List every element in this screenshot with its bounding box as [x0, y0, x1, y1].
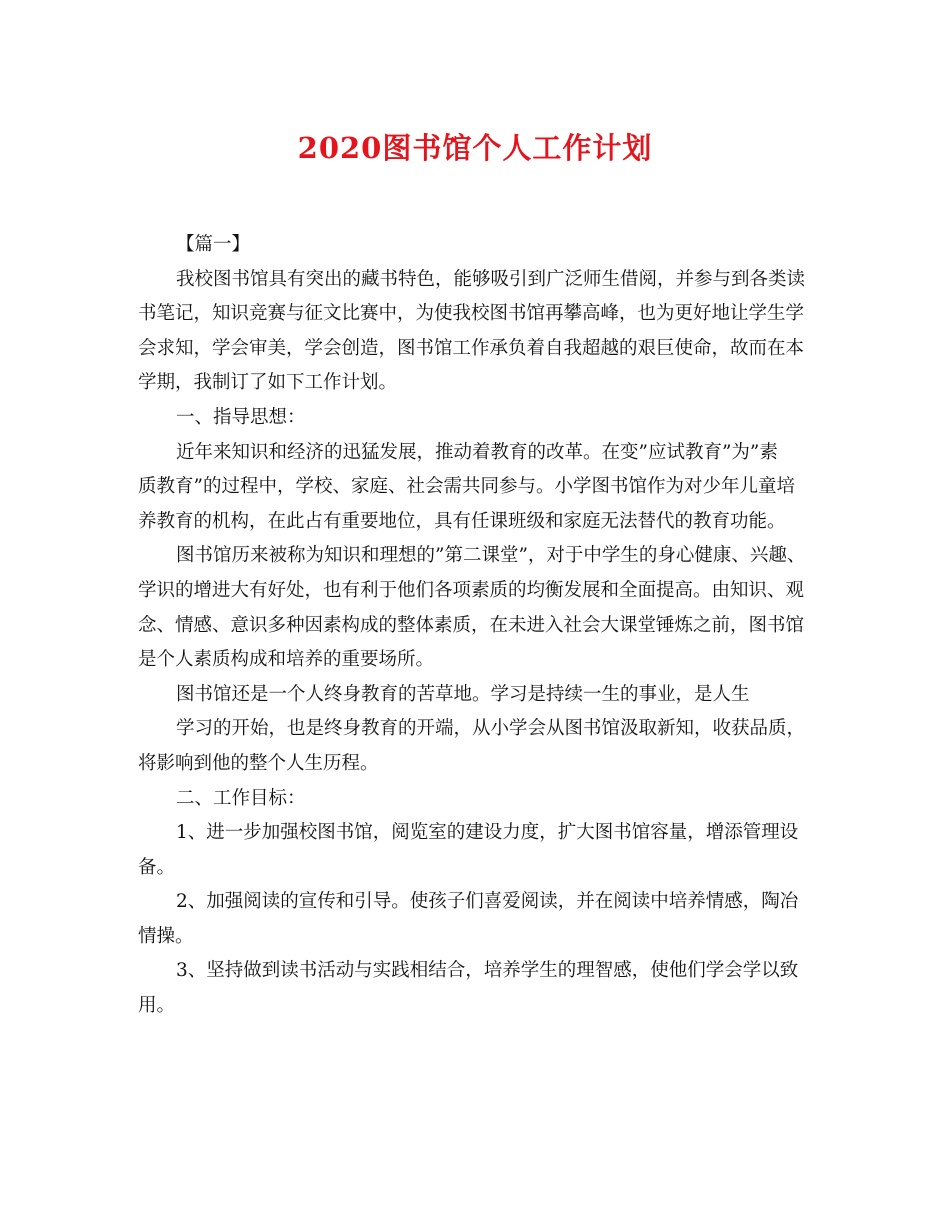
section-heading-work-goals: 二、工作目标：: [176, 787, 306, 809]
paragraph-line: 图书馆历来被称为知识和理想的”第二课堂”，对于中学生的身心健康、兴趣、: [176, 545, 806, 567]
paragraph-line: 是个人素质构成和培养的重要场所。: [138, 649, 435, 671]
list-item-line: 3、坚持做到读书活动与实践相结合，培养学生的理智感，使他们学会学以致: [176, 960, 799, 982]
list-item-line: 备。: [138, 856, 176, 878]
paragraph-line: 书笔记，知识竞赛与征文比赛中，为使我校图书馆再攀高峰，也为更好地让学生学: [138, 303, 805, 325]
list-item-line: 情操。: [138, 925, 194, 947]
paragraph-line: 养教育的机构，在此占有重要地位，具有任课班级和家庭无法替代的教育功能。: [138, 510, 786, 532]
paragraph-line: 学习的开始，也是终身教育的开端，从小学会从图书馆汲取新知，收获品质，: [176, 718, 806, 740]
paragraph-line: 学识的增进大有好处，也有利于他们各项素质的均衡发展和全面提高。由知识、观: [138, 579, 805, 601]
paragraph-line: 近年来知识和经济的迅猛发展，推动着教育的改革。在变”应试教育”为”素: [176, 441, 778, 463]
list-item-line: 用。: [138, 995, 176, 1017]
paragraph-line: 学期，我制订了如下工作计划。: [138, 372, 398, 394]
paragraph-line: 我校图书馆具有突出的藏书特色，能够吸引到广泛师生借阅，并参与到各类读: [176, 268, 806, 290]
document-title: 2020图书馆个人工作计划: [297, 131, 653, 165]
section-heading-pian-yi: 【篇一】: [176, 234, 251, 255]
section-heading-guiding-thought: 一、指导思想：: [176, 406, 306, 428]
list-item-line: 1、进一步加强校图书馆，阅览室的建设力度，扩大图书馆容量，增添管理设: [176, 822, 799, 844]
paragraph-line: 念、情感、意识多种因素构成的整体素质，在未进入社会大课堂锤炼之前，图书馆: [138, 614, 805, 636]
paragraph-line: 会求知，学会审美，学会创造，图书馆工作承负着自我超越的艰巨使命，故而在本: [138, 337, 805, 359]
document-body: [138, 228, 828, 1024]
paragraph-line: 图书馆还是一个人终身教育的苦草地。学习是持续一生的事业，是人生: [176, 683, 750, 705]
paragraph-line: 将影响到他的整个人生历程。: [138, 752, 379, 774]
paragraph-line: 质教育”的过程中，学校、家庭、社会需共同参与。小学图书馆作为对少年儿童培: [138, 476, 795, 498]
list-item-line: 2、加强阅读的宣传和引导。使孩子们喜爱阅读，并在阅读中培养情感，陶冶: [176, 891, 799, 913]
